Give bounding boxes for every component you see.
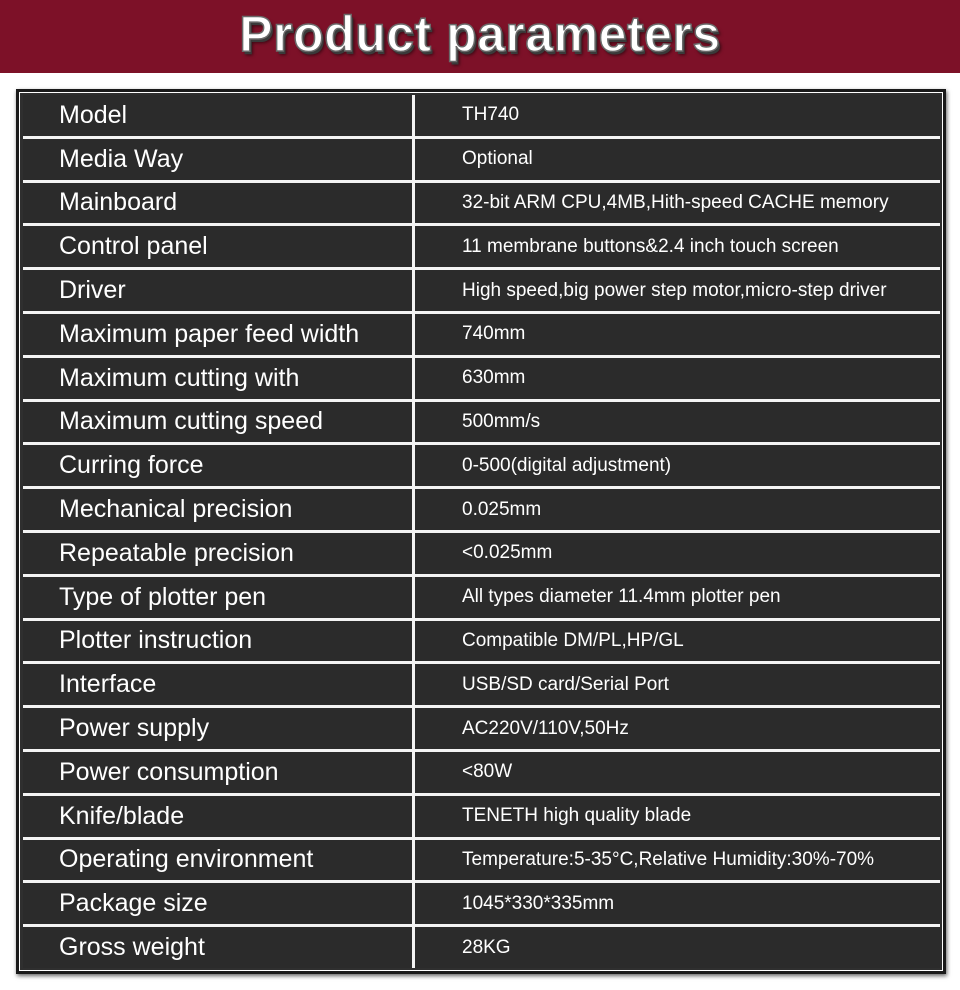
spec-label: Operating environment: [23, 840, 412, 881]
spec-value: 1045*330*335mm: [415, 883, 940, 924]
spec-value: Optional: [415, 139, 940, 180]
spec-label: Gross weight: [23, 927, 412, 968]
spec-label: Repeatable precision: [23, 533, 412, 574]
spec-value: 28KG: [415, 927, 940, 968]
spec-row: [23, 927, 940, 968]
spec-value: All types diameter 11.4mm plotter pen: [415, 577, 940, 618]
spec-row: [23, 445, 940, 486]
spec-label: Maximum paper feed width: [23, 314, 412, 355]
page-title: Product parameters: [239, 6, 721, 62]
spec-row: [23, 577, 940, 618]
spec-label: Power consumption: [23, 752, 412, 793]
spec-row: [23, 621, 940, 662]
spec-row: [23, 402, 940, 443]
spec-value: USB/SD card/Serial Port: [415, 664, 940, 705]
spec-value: TENETH high quality blade: [415, 796, 940, 837]
spec-row: [23, 533, 940, 574]
spec-value: <0.025mm: [415, 533, 940, 574]
spec-value: Temperature:5-35°C,Relative Humidity:30%-70%: [415, 840, 940, 881]
spec-value: 630mm: [415, 358, 940, 399]
spec-row: [23, 883, 940, 924]
spec-label: Media Way: [23, 139, 412, 180]
spec-value: 0.025mm: [415, 489, 940, 530]
spec-value: 11 membrane buttons&2.4 inch touch screen: [415, 226, 940, 267]
spec-table-grid: [23, 95, 940, 968]
spec-label: Knife/blade: [23, 796, 412, 837]
spec-row: [23, 708, 940, 749]
spec-value: Compatible DM/PL,HP/GL: [415, 621, 940, 662]
spec-label: Driver: [23, 270, 412, 311]
spec-label: Power supply: [23, 708, 412, 749]
spec-value: 500mm/s: [415, 402, 940, 443]
spec-row: [23, 270, 940, 311]
spec-label: Package size: [23, 883, 412, 924]
spec-label: Interface: [23, 664, 412, 705]
spec-value: TH740: [415, 95, 940, 136]
spec-row: [23, 840, 940, 881]
spec-row: [23, 752, 940, 793]
spec-label: Model: [23, 95, 412, 136]
spec-value: 740mm: [415, 314, 940, 355]
spec-label: Plotter instruction: [23, 621, 412, 662]
spec-value: 0-500(digital adjustment): [415, 445, 940, 486]
spec-label: Maximum cutting with: [23, 358, 412, 399]
spec-row: [23, 358, 940, 399]
spec-label: Curring force: [23, 445, 412, 486]
spec-label: Mainboard: [23, 183, 412, 224]
spec-table: [16, 89, 946, 974]
spec-row: [23, 489, 940, 530]
spec-row: [23, 664, 940, 705]
spec-row: [23, 314, 940, 355]
spec-row: [23, 183, 940, 224]
spec-value: <80W: [415, 752, 940, 793]
spec-label: Control panel: [23, 226, 412, 267]
spec-row: [23, 95, 940, 136]
spec-value: High speed,big power step motor,micro-step driver: [415, 270, 940, 311]
spec-label: Mechanical precision: [23, 489, 412, 530]
spec-label: Maximum cutting speed: [23, 402, 412, 443]
header-banner: [0, 0, 960, 73]
spec-value: AC220V/110V,50Hz: [415, 708, 940, 749]
spec-row: [23, 226, 940, 267]
spec-value: 32-bit ARM CPU,4MB,Hith-speed CACHE memory: [415, 183, 940, 224]
spec-label: Type of plotter pen: [23, 577, 412, 618]
spec-row: [23, 139, 940, 180]
spec-row: [23, 796, 940, 837]
